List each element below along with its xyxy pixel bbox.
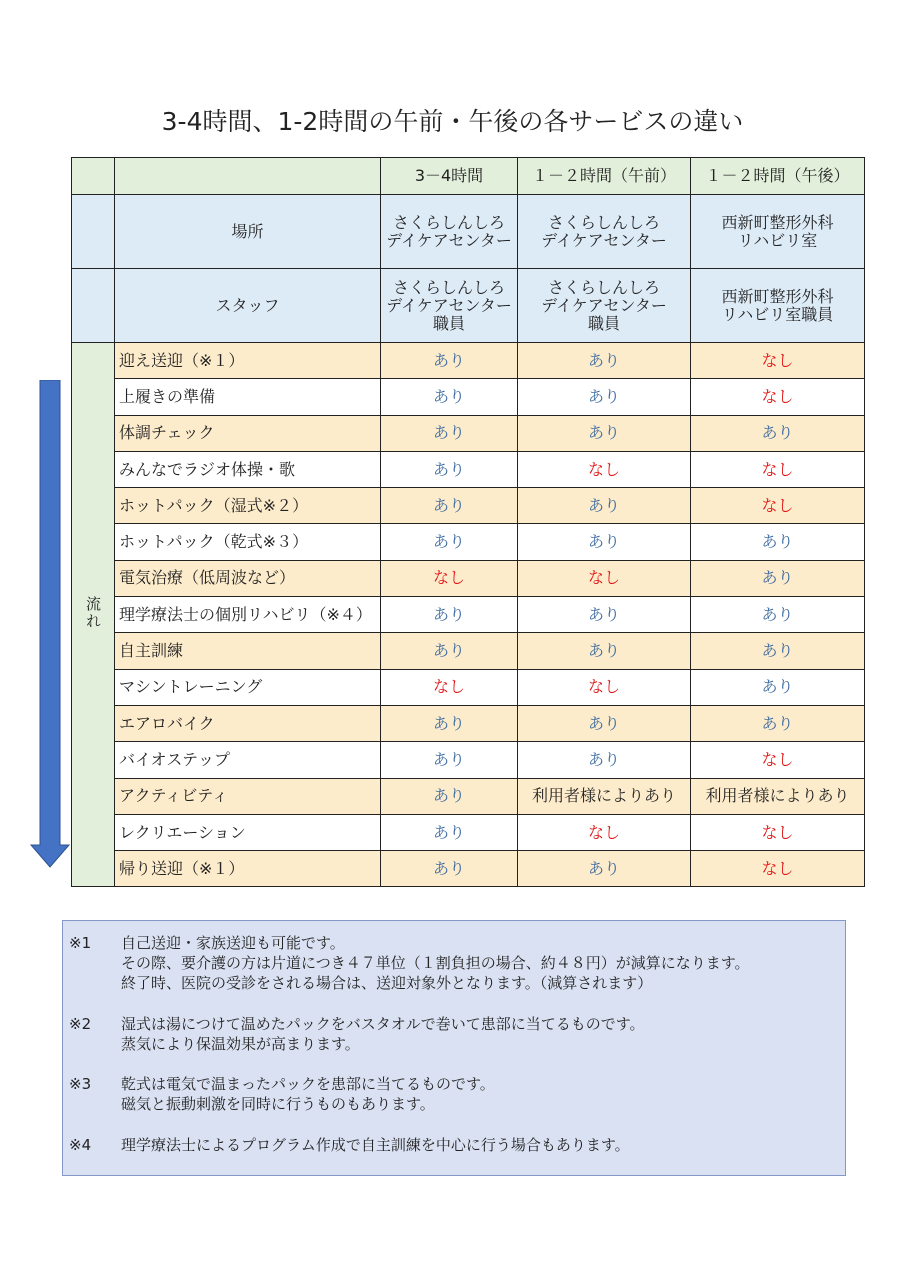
table-row <box>72 814 865 850</box>
row-item: ホットパック（乾式※３） <box>115 524 381 560</box>
row-value: あり <box>518 851 691 887</box>
table-row <box>72 851 865 887</box>
row-value: あり <box>518 524 691 560</box>
location-label: 場所 <box>115 195 381 269</box>
row-value: あり <box>381 814 518 850</box>
flow-label-text: 流れ <box>84 595 102 630</box>
note-line: 終了時、医院の受診をされる場合は、送迎対象外となります。（減算されます） <box>121 974 653 992</box>
row-value: なし <box>518 560 691 596</box>
row-item: ホットパック（湿式※２） <box>115 488 381 524</box>
notes-box <box>62 920 846 1176</box>
row-item: エアロバイク <box>115 705 381 741</box>
row-value: あり <box>691 560 865 596</box>
row-value: あり <box>691 633 865 669</box>
note-line: 湿式は湯につけて温めたパックをバスタオルで巻いて患部に当てるものです。 <box>121 1015 645 1033</box>
cell-line: リハビリ室職員 <box>721 304 834 324</box>
cell-line: リハビリ室 <box>737 230 818 250</box>
note-line: 蒸気により保温効果が高まります。 <box>121 1035 360 1053</box>
row-value: あり <box>691 597 865 633</box>
row-value: あり <box>381 705 518 741</box>
row-value: なし <box>691 343 865 379</box>
location-value <box>381 195 518 269</box>
cell-line: デイケアセンター <box>386 295 512 315</box>
row-value: なし <box>691 379 865 415</box>
header-row <box>72 158 865 195</box>
table-row <box>72 705 865 741</box>
row-value: あり <box>381 742 518 778</box>
note <box>69 933 750 993</box>
row-value: あり <box>518 488 691 524</box>
table-row <box>72 488 865 524</box>
note-line: その際、要介護の方は片道につき４７単位（１割負担の場合、約４８円）が減算になります。 <box>121 954 750 972</box>
table-row <box>72 560 865 596</box>
location-value <box>518 195 691 269</box>
row-value: あり <box>518 633 691 669</box>
row-item: バイオステップ <box>115 742 381 778</box>
service-comparison-table <box>71 157 865 887</box>
row-item: 体調チェック <box>115 415 381 451</box>
cell-line: デイケアセンター <box>541 295 667 315</box>
table-row <box>72 597 865 633</box>
row-item: 電気治療（低周波など） <box>115 560 381 596</box>
note-line: 乾式は電気で温まったパックを患部に当てるものです。 <box>121 1075 495 1093</box>
row-item: レクリエーション <box>115 814 381 850</box>
row-value: あり <box>518 742 691 778</box>
flow-down-arrow-icon <box>30 380 70 868</box>
note-mark: ※3 <box>69 1075 92 1093</box>
row-value: あり <box>381 488 518 524</box>
row-value: なし <box>691 451 865 487</box>
row-value: なし <box>691 488 865 524</box>
column-header: １－２時間（午後） <box>691 158 865 195</box>
row-value: あり <box>518 343 691 379</box>
blank-cell <box>72 195 115 269</box>
cell-line: 西新町整形外科 <box>721 286 834 306</box>
row-value: あり <box>691 705 865 741</box>
row-value: なし <box>518 669 691 705</box>
note-line: 磁気と振動刺激を同時に行うものもあります。 <box>121 1095 435 1113</box>
page-title: 3-4時間、1-2時間の午前・午後の各サービスの違い <box>161 107 744 136</box>
row-value: なし <box>381 560 518 596</box>
staff-value <box>691 269 865 343</box>
table-row <box>72 742 865 778</box>
note-line: 理学療法士によるプログラム作成で自主訓練を中心に行う場合もあります。 <box>121 1136 630 1154</box>
cell-line: 西新町整形外科 <box>721 212 834 232</box>
row-value: あり <box>381 597 518 633</box>
cell-line: さくらしんしろ <box>547 212 660 232</box>
location-value <box>691 195 865 269</box>
note-line: 自己送迎・家族送迎も可能です。 <box>121 934 345 952</box>
row-item: 帰り送迎（※１） <box>115 851 381 887</box>
table-row <box>72 778 865 814</box>
staff-value <box>518 269 691 343</box>
cell-line: さくらしんしろ <box>547 277 660 297</box>
note-mark: ※4 <box>69 1136 92 1154</box>
cell-line: さくらしんしろ <box>392 277 505 297</box>
column-header: 3－4時間 <box>381 158 518 195</box>
note-mark: ※2 <box>69 1015 92 1033</box>
note <box>69 1135 630 1155</box>
row-value: あり <box>381 451 518 487</box>
row-value: あり <box>381 415 518 451</box>
row-item: アクティビティ <box>115 778 381 814</box>
staff-value <box>381 269 518 343</box>
blank-cell <box>72 269 115 343</box>
row-value: あり <box>518 379 691 415</box>
row-item: 上履きの準備 <box>115 379 381 415</box>
row-value: あり <box>518 415 691 451</box>
row-value: あり <box>381 343 518 379</box>
table-row <box>72 451 865 487</box>
cell-line: デイケアセンター <box>541 230 667 250</box>
staff-row <box>72 269 865 343</box>
row-item: マシントレーニング <box>115 669 381 705</box>
table-row <box>72 379 865 415</box>
row-value: あり <box>381 524 518 560</box>
row-value: あり <box>381 633 518 669</box>
row-value: あり <box>518 705 691 741</box>
column-header: １－２時間（午前） <box>518 158 691 195</box>
row-value: あり <box>518 597 691 633</box>
row-value: なし <box>691 851 865 887</box>
row-item: 自主訓練 <box>115 633 381 669</box>
location-row <box>72 195 865 269</box>
table-row <box>72 633 865 669</box>
cell-line: 職員 <box>432 313 465 333</box>
row-value: なし <box>518 451 691 487</box>
table-row <box>72 343 865 379</box>
row-item: 理学療法士の個別リハビリ（※４） <box>115 597 381 633</box>
row-value: なし <box>691 814 865 850</box>
table-row <box>72 669 865 705</box>
row-value: 利用者様によりあり <box>691 778 865 814</box>
row-item: 迎え送迎（※１） <box>115 343 381 379</box>
row-item: みんなでラジオ体操・歌 <box>115 451 381 487</box>
row-value: あり <box>691 415 865 451</box>
header-blank <box>72 158 115 195</box>
row-value: あり <box>381 851 518 887</box>
table-row <box>72 524 865 560</box>
note-mark: ※1 <box>69 934 92 952</box>
note <box>69 1074 495 1114</box>
cell-line: 職員 <box>587 313 620 333</box>
note <box>69 1014 645 1054</box>
staff-label: スタッフ <box>115 269 381 343</box>
row-value: 利用者様によりあり <box>518 778 691 814</box>
header-blank <box>115 158 381 195</box>
cell-line: さくらしんしろ <box>392 212 505 232</box>
flow-label <box>72 343 115 887</box>
row-value: あり <box>381 379 518 415</box>
row-value: あり <box>691 524 865 560</box>
table-row <box>72 415 865 451</box>
row-value: なし <box>381 669 518 705</box>
row-value: あり <box>381 778 518 814</box>
row-value: あり <box>691 669 865 705</box>
row-value: なし <box>518 814 691 850</box>
cell-line: デイケアセンター <box>386 230 512 250</box>
row-value: なし <box>691 742 865 778</box>
